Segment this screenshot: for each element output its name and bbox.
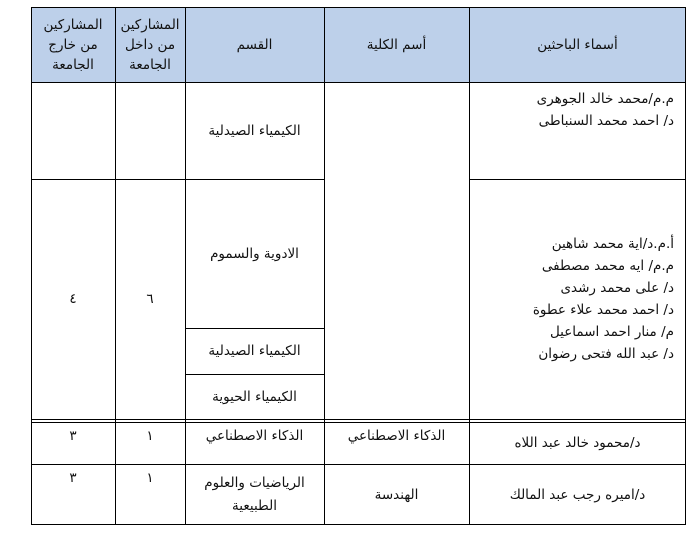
count-value: ٦ bbox=[146, 291, 154, 307]
group2-divider-b bbox=[31, 422, 686, 423]
researcher-name: د/ عبد الله فتحى رضوان bbox=[538, 346, 674, 362]
header-department-label: القسم bbox=[236, 36, 273, 53]
group2-inside-count bbox=[115, 179, 185, 419]
department-label: الذكاء الاصطناعي bbox=[205, 428, 304, 444]
researcher-name: م/ منار احمد اسماعيل bbox=[549, 324, 674, 340]
header-researchers-label: أسماء الباحثين bbox=[537, 36, 618, 53]
ai-divider bbox=[31, 464, 686, 465]
department-label: الادوية والسموم bbox=[210, 245, 299, 262]
header-inside bbox=[115, 7, 185, 82]
header-faculty bbox=[324, 7, 469, 82]
ai-inside-count bbox=[115, 422, 185, 450]
faculty-label: الهندسة bbox=[374, 486, 419, 503]
ai-researcher bbox=[469, 422, 686, 464]
department-label-line2: الطبيعية bbox=[232, 497, 277, 514]
eng-outside-count bbox=[31, 464, 115, 492]
header-researchers bbox=[469, 7, 686, 82]
group2-department-2 bbox=[185, 328, 324, 374]
count-value: ٣ bbox=[69, 428, 77, 444]
col-divider-3 bbox=[324, 7, 325, 525]
header-divider bbox=[31, 82, 686, 83]
header-inside-line1: المشاركين bbox=[120, 16, 180, 33]
header-inside-line3: الجامعة bbox=[129, 56, 171, 73]
group1-divider bbox=[31, 179, 324, 180]
faculty-label: الذكاء الاصطناعي bbox=[347, 428, 446, 444]
researcher-name: د/ على محمد رشدى bbox=[560, 280, 674, 296]
header-outside bbox=[31, 7, 115, 82]
researcher-name: د/ احمد محمد علاء عطوة bbox=[532, 302, 674, 318]
count-value: ١ bbox=[146, 470, 154, 486]
participants-table bbox=[31, 7, 686, 525]
ai-faculty bbox=[324, 422, 469, 450]
eng-researcher bbox=[469, 464, 686, 525]
ai-outside-count bbox=[31, 422, 115, 450]
group2-outside-count bbox=[31, 179, 115, 419]
header-department bbox=[185, 7, 324, 82]
header-outside-line2: من خارج bbox=[48, 36, 98, 53]
researcher-name: م.م/ ايه محمد مصطفى bbox=[541, 258, 674, 274]
group2-divider-a bbox=[31, 419, 686, 420]
department-label-line1: الرياضيات والعلوم bbox=[204, 474, 305, 491]
group1-department bbox=[185, 82, 324, 179]
count-value: ٣ bbox=[69, 470, 77, 486]
researcher-name: د/اميره رجب عبد المالك bbox=[509, 486, 646, 503]
count-value: ١ bbox=[146, 428, 154, 444]
department-label: الكيمياء الصيدلية bbox=[208, 343, 301, 359]
researcher-name: أ.م.د/اية محمد شاهين bbox=[551, 236, 674, 252]
eng-faculty bbox=[324, 464, 469, 525]
border-left bbox=[31, 7, 32, 525]
group2-department-3 bbox=[185, 374, 324, 419]
eng-department bbox=[185, 464, 324, 525]
group1-divider-right bbox=[469, 179, 686, 180]
researcher-name: م.م/محمد خالد الجوهرى bbox=[536, 91, 674, 107]
eng-inside-count bbox=[115, 464, 185, 492]
col-divider-1 bbox=[115, 7, 116, 525]
department-label: الكيمياء الصيدلية bbox=[208, 122, 301, 139]
header-faculty-label: أسم الكلية bbox=[366, 36, 427, 53]
group1-researchers bbox=[469, 82, 686, 179]
ai-department bbox=[185, 422, 324, 450]
department-label: الكيمياء الحيوية bbox=[212, 388, 297, 405]
group2-researchers bbox=[469, 179, 686, 419]
header-outside-line3: الجامعة bbox=[52, 56, 94, 73]
col-divider-2 bbox=[185, 7, 186, 525]
group2-department-1 bbox=[185, 179, 324, 328]
border-top bbox=[31, 7, 686, 8]
border-right bbox=[685, 7, 686, 525]
dept-divider-2 bbox=[185, 374, 324, 375]
col-divider-4 bbox=[469, 7, 470, 525]
researcher-name: د/محمود خالد عبد اللاه bbox=[514, 435, 641, 451]
count-value: ٤ bbox=[69, 291, 77, 307]
header-inside-line2: من داخل bbox=[124, 36, 176, 53]
border-bottom bbox=[31, 524, 686, 525]
dept-divider-1 bbox=[185, 328, 324, 329]
researcher-name: د/ احمد محمد السنباطى bbox=[538, 113, 674, 129]
header-outside-line1: المشاركين bbox=[43, 16, 103, 33]
